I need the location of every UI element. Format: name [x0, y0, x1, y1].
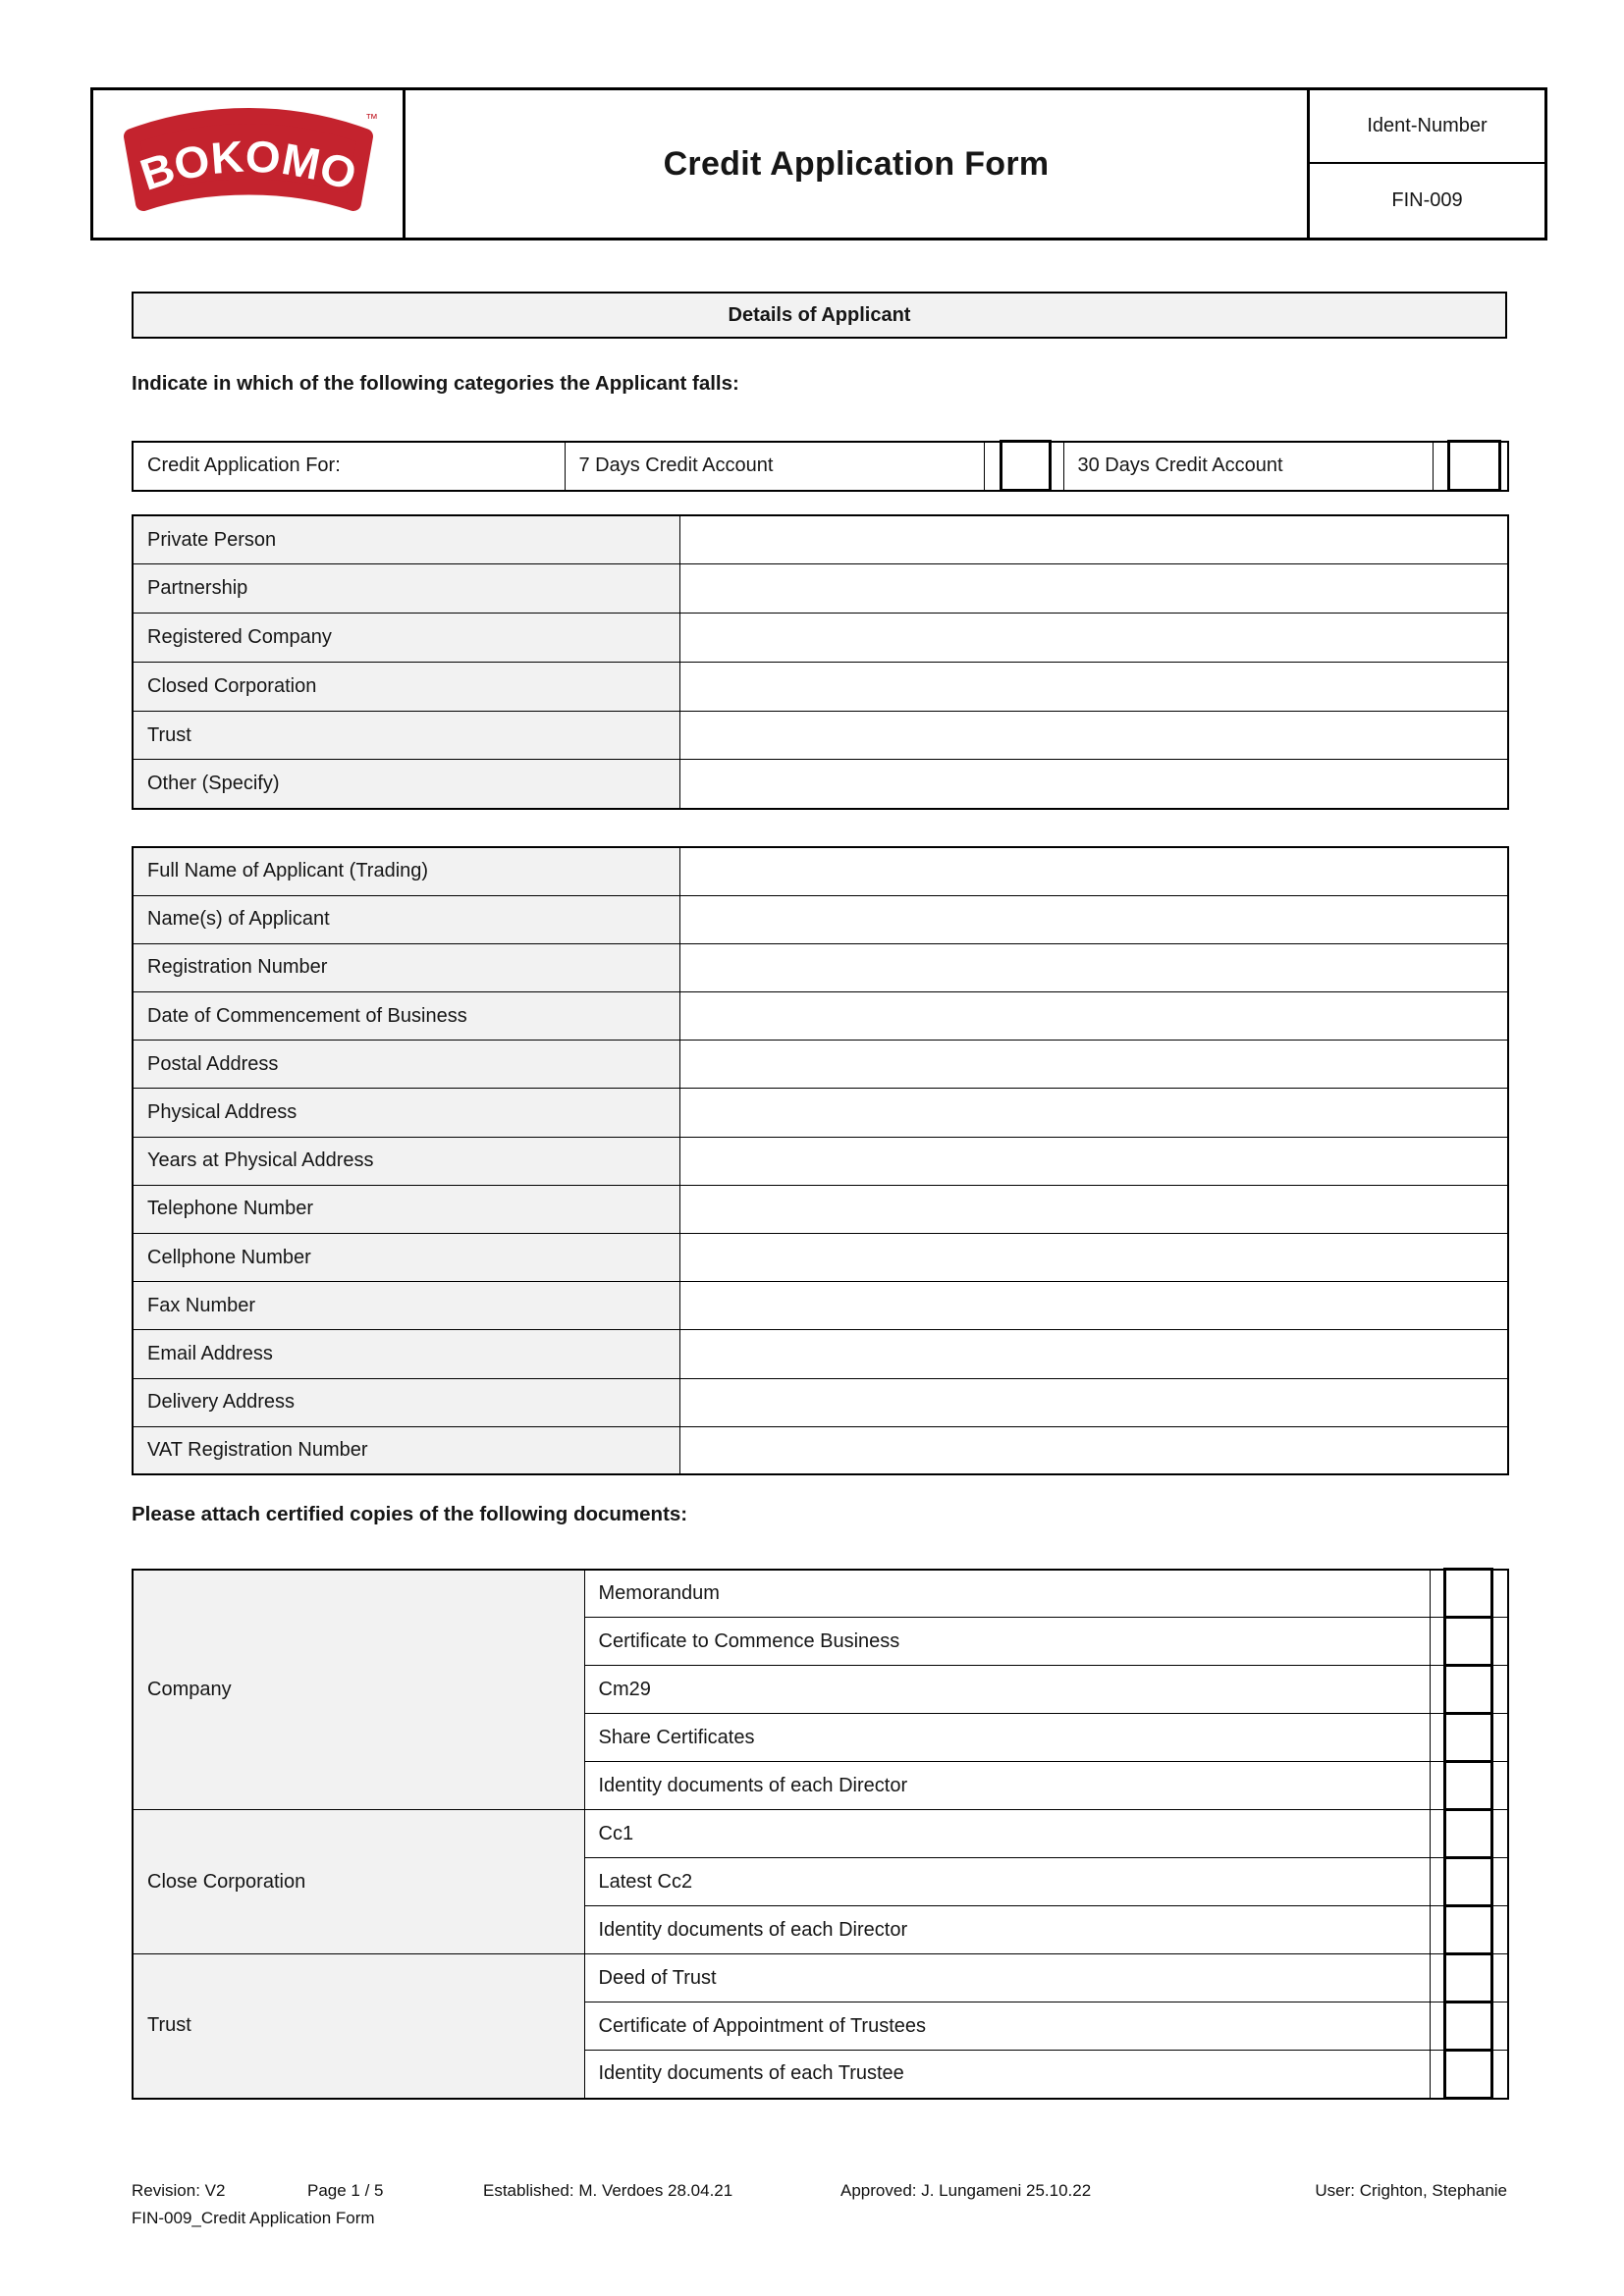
details-table	[132, 846, 1509, 1475]
document-checkbox[interactable]	[1444, 2002, 1491, 2051]
document-item-label: Certificate to Commence Business	[584, 1618, 1430, 1666]
table-row	[133, 1234, 1508, 1282]
table-row	[133, 895, 1508, 943]
spacer-cell	[1430, 1954, 1444, 2002]
field-input-cell[interactable]	[679, 847, 1508, 895]
table-row	[133, 1282, 1508, 1330]
form-title: Credit Application Form	[405, 89, 1309, 240]
table-row	[133, 515, 1508, 564]
table-row	[133, 1570, 1508, 1618]
table-row	[133, 1378, 1508, 1426]
document-item-label: Memorandum	[584, 1570, 1430, 1618]
table-row	[133, 711, 1508, 760]
document-checkbox[interactable]	[1444, 1762, 1491, 1810]
documents-prompt: Please attach certified copies of the following documents:	[132, 1503, 688, 1525]
field-input-cell[interactable]	[679, 1378, 1508, 1426]
field-label: Delivery Address	[133, 1378, 679, 1426]
spacer-cell	[1491, 1618, 1508, 1666]
category-label: Trust	[133, 711, 679, 760]
field-label: Date of Commencement of Business	[133, 992, 679, 1041]
header-table	[90, 87, 1547, 240]
document-group-label: Company	[133, 1570, 584, 1810]
category-input-cell[interactable]	[679, 614, 1508, 663]
table-row	[133, 1185, 1508, 1233]
table-row	[133, 1810, 1508, 1858]
field-input-cell[interactable]	[679, 1330, 1508, 1378]
checkbox-7-days[interactable]	[1001, 442, 1050, 491]
spacer-cell	[1433, 442, 1448, 491]
field-label: Postal Address	[133, 1041, 679, 1089]
category-label: Partnership	[133, 564, 679, 614]
spacer-cell	[1491, 1714, 1508, 1762]
category-input-cell[interactable]	[679, 662, 1508, 711]
document-checkbox[interactable]	[1444, 1714, 1491, 1762]
spacer-cell	[1430, 2051, 1444, 2099]
spacer-cell	[1491, 1858, 1508, 1906]
document-item-label: Certificate of Appointment of Trustees	[584, 2002, 1430, 2051]
footer-user: User: Crighton, Stephanie	[1315, 2181, 1507, 2200]
spacer-cell	[984, 442, 1001, 491]
category-input-cell[interactable]	[679, 711, 1508, 760]
table-row	[133, 992, 1508, 1041]
field-input-cell[interactable]	[679, 1234, 1508, 1282]
field-label: Registration Number	[133, 943, 679, 991]
table-row	[133, 943, 1508, 991]
category-table	[132, 514, 1509, 810]
spacer-cell	[1491, 1954, 1508, 2002]
table-row	[133, 760, 1508, 809]
field-label: Name(s) of Applicant	[133, 895, 679, 943]
field-input-cell[interactable]	[679, 1185, 1508, 1233]
footer-established: Established: M. Verdoes 28.04.21	[483, 2181, 733, 2200]
footer-document-name: FIN-009_Credit Application Form	[132, 2209, 375, 2227]
credit-application-for-label: Credit Application For:	[133, 442, 565, 491]
document-checkbox[interactable]	[1444, 1954, 1491, 2002]
spacer-cell	[1430, 1570, 1444, 1618]
table-row	[133, 1330, 1508, 1378]
document-item-label: Identity documents of each Director	[584, 1762, 1430, 1810]
spacer-cell	[1050, 442, 1063, 491]
category-label: Other (Specify)	[133, 760, 679, 809]
field-label: Years at Physical Address	[133, 1137, 679, 1185]
spacer-cell	[1491, 1570, 1508, 1618]
category-label: Private Person	[133, 515, 679, 564]
spacer-cell	[1491, 2002, 1508, 2051]
table-row	[133, 662, 1508, 711]
document-item-label: Share Certificates	[584, 1714, 1430, 1762]
checkbox-30-days[interactable]	[1448, 442, 1499, 491]
field-label: Telephone Number	[133, 1185, 679, 1233]
document-item-label: Cm29	[584, 1666, 1430, 1714]
spacer-cell	[1430, 1666, 1444, 1714]
spacer-cell	[1499, 442, 1508, 491]
field-input-cell[interactable]	[679, 1041, 1508, 1089]
field-label: Full Name of Applicant (Trading)	[133, 847, 679, 895]
field-input-cell[interactable]	[679, 1282, 1508, 1330]
document-checkbox[interactable]	[1444, 1666, 1491, 1714]
field-input-cell[interactable]	[679, 895, 1508, 943]
bokomo-logo	[116, 101, 381, 223]
field-label: Physical Address	[133, 1089, 679, 1137]
field-input-cell[interactable]	[679, 992, 1508, 1041]
ident-number-label: Ident-Number	[1310, 90, 1544, 164]
spacer-cell	[1491, 1810, 1508, 1858]
document-checkbox[interactable]	[1444, 1810, 1491, 1858]
field-label: Fax Number	[133, 1282, 679, 1330]
documents-table	[132, 1568, 1509, 2100]
field-label: Email Address	[133, 1330, 679, 1378]
spacer-cell	[1491, 2051, 1508, 2099]
table-row	[133, 1137, 1508, 1185]
footer-approved: Approved: J. Lungameni 25.10.22	[840, 2181, 1092, 2200]
category-input-cell[interactable]	[679, 564, 1508, 614]
field-input-cell[interactable]	[679, 943, 1508, 991]
field-input-cell[interactable]	[679, 1089, 1508, 1137]
table-row	[133, 1089, 1508, 1137]
spacer-cell	[1430, 1714, 1444, 1762]
trademark-symbol: ™	[364, 110, 378, 126]
field-label: VAT Registration Number	[133, 1426, 679, 1474]
document-group-label: Close Corporation	[133, 1810, 584, 1954]
option-30-days-label: 30 Days Credit Account	[1063, 442, 1433, 491]
spacer-cell	[1430, 2002, 1444, 2051]
document-item-label: Cc1	[584, 1810, 1430, 1858]
spacer-cell	[1491, 1666, 1508, 1714]
document-checkbox[interactable]	[1444, 1570, 1491, 1618]
table-row	[133, 1426, 1508, 1474]
table-row	[133, 1954, 1508, 2002]
ident-number-value: FIN-009	[1391, 189, 1463, 211]
document-item-label: Latest Cc2	[584, 1858, 1430, 1906]
logo-wordmark: BOKOMO	[134, 130, 361, 200]
details-of-applicant-header: Details of Applicant	[132, 292, 1507, 339]
footer-revision: Revision: V2	[132, 2181, 226, 2200]
footer-page-number: Page 1 / 5	[307, 2181, 384, 2200]
category-input-cell[interactable]	[679, 515, 1508, 564]
spacer-cell	[1430, 1858, 1444, 1906]
category-label: Registered Company	[133, 614, 679, 663]
credit-application-row	[132, 440, 1509, 492]
spacer-cell	[1430, 1618, 1444, 1666]
document-item-label: Identity documents of each Trustee	[584, 2051, 1430, 2099]
table-row	[133, 847, 1508, 895]
spacer-cell	[1491, 1762, 1508, 1810]
table-row	[133, 564, 1508, 614]
document-item-label: Deed of Trust	[584, 1954, 1430, 2002]
footer	[0, 2181, 1624, 2250]
field-label: Cellphone Number	[133, 1234, 679, 1282]
spacer-cell	[1430, 1810, 1444, 1858]
logo-cell	[92, 89, 405, 240]
category-prompt: Indicate in which of the following categories the Applicant falls:	[132, 372, 739, 395]
document-item-label: Identity documents of each Director	[584, 1906, 1430, 1954]
table-row	[133, 614, 1508, 663]
field-input-cell[interactable]	[679, 1137, 1508, 1185]
spacer-cell	[1430, 1762, 1444, 1810]
field-input-cell[interactable]	[679, 1426, 1508, 1474]
document-checkbox[interactable]	[1444, 1858, 1491, 1906]
document-checkbox[interactable]	[1444, 2051, 1491, 2099]
document-checkbox[interactable]	[1444, 1906, 1491, 1954]
ident-number-cell	[1309, 89, 1546, 240]
category-label: Closed Corporation	[133, 662, 679, 711]
document-group-label: Trust	[133, 1954, 584, 2099]
spacer-cell	[1491, 1906, 1508, 1954]
document-checkbox[interactable]	[1444, 1618, 1491, 1666]
category-input-cell[interactable]	[679, 760, 1508, 809]
option-7-days-label: 7 Days Credit Account	[565, 442, 984, 491]
table-row	[133, 1041, 1508, 1089]
spacer-cell	[1430, 1906, 1444, 1954]
